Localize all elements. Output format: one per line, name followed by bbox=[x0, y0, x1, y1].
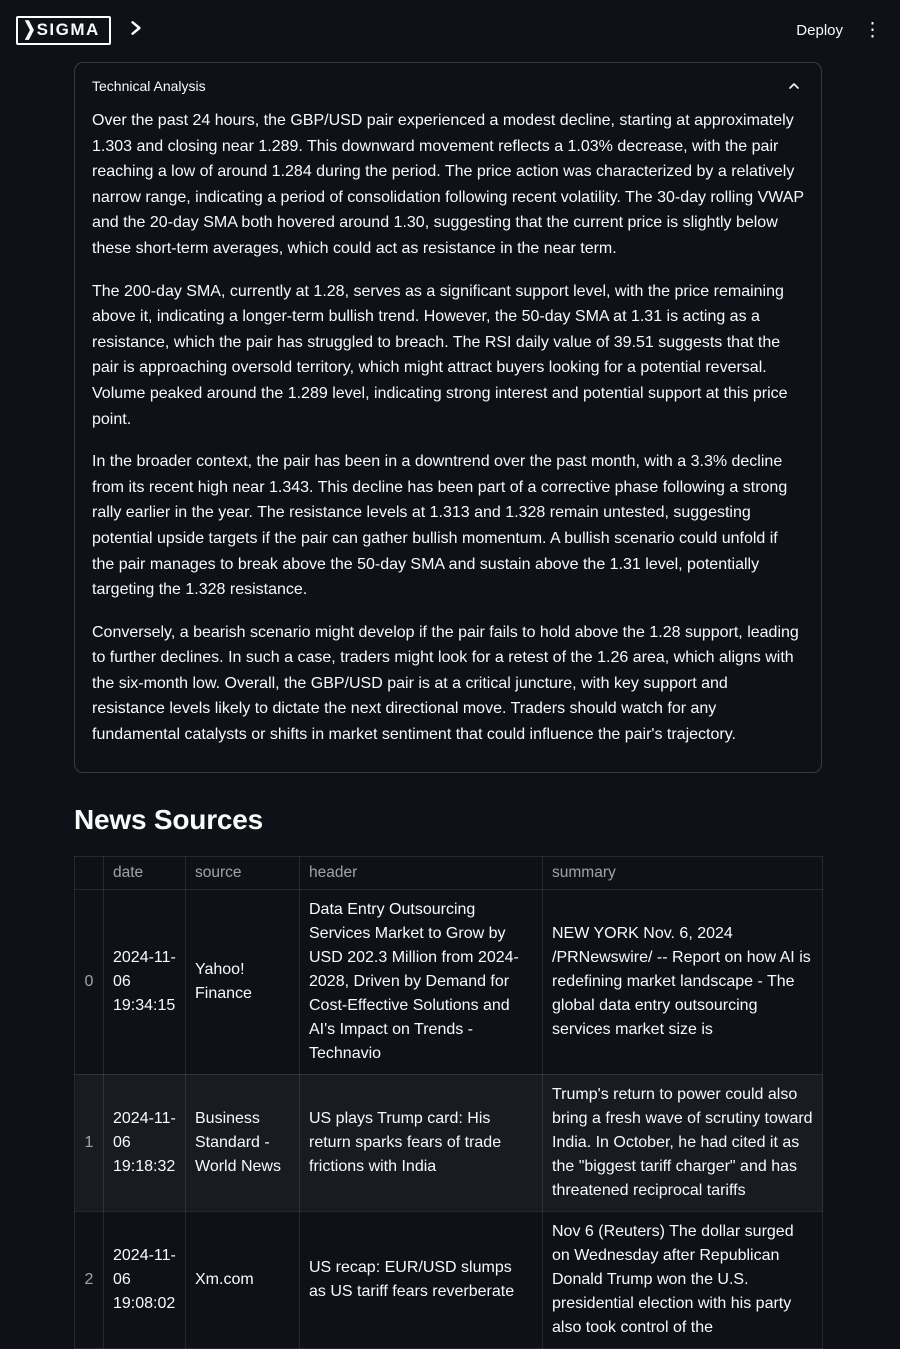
topbar-left bbox=[16, 16, 143, 45]
table-header-row bbox=[75, 856, 823, 889]
cell-header: US plays Trump card: His return sparks fears of trade frictions with India bbox=[300, 1074, 543, 1211]
sidebar-expand-button[interactable] bbox=[129, 20, 143, 40]
sigma-logo bbox=[16, 16, 111, 45]
cell-date: 2024-11-06 19:34:15 bbox=[104, 889, 186, 1074]
analysis-paragraph-4: Conversely, a bearish scenario might develop if the pair fails to hold above the 1.28 support, leading to further declines. In such a case, traders might look for a retest of the 1.26 area, which aligns with the six-month low. Overall, the GBP/USD pair is at a critical juncture, with key support and resistance levels likely to dictate the next directional move. Traders should watch for any fundamental catalysts or shifts in market sentiment that could influence the pair's trajectory. bbox=[92, 623, 799, 744]
row-index: 1 bbox=[75, 1074, 104, 1211]
table-row bbox=[75, 1211, 823, 1348]
cell-date: 2024-11-06 19:18:32 bbox=[104, 1074, 186, 1211]
expander-title: Technical Analysis bbox=[92, 78, 206, 94]
column-header-index bbox=[75, 856, 104, 889]
expander-body bbox=[75, 100, 821, 772]
cell-header: US recap: EUR/USD slumps as US tariff fears reverberate bbox=[300, 1211, 543, 1348]
topbar-right bbox=[796, 21, 882, 40]
deploy-button[interactable]: Deploy bbox=[796, 21, 843, 39]
analysis-paragraph-1: Over the past 24 hours, the GBP/USD pair experienced a modest decline, starting at approximately 1.303 and closing near 1.289. This downward movement reflects a 1.03% decrease, with the pair reaching a low of around 1.284 during the period. The price action was characterized by a relatively narrow range, indicating a period of consolidation following recent volatility. The 30-day rolling VWAP and the 20-day SMA both hovered around 1.30, suggesting that the current price is slightly below these short-term averages, which could act as resistance in the near term. bbox=[92, 112, 804, 257]
cell-date: 2024-11-06 19:08:02 bbox=[104, 1211, 186, 1348]
sigma-logo-glyph: ❯ bbox=[23, 18, 36, 41]
table-row bbox=[75, 1074, 823, 1211]
cell-source: Xm.com bbox=[186, 1211, 300, 1348]
cell-header: Data Entry Outsourcing Services Market to Grow by USD 202.3 Million from 2024-2028, Driven by Demand for Cost-Effective Solutions and AI's Impact on Trends - Technavio bbox=[300, 889, 543, 1074]
technical-analysis-expander bbox=[74, 62, 822, 773]
row-index: 2 bbox=[75, 1211, 104, 1348]
column-header-header: header bbox=[300, 856, 543, 889]
cell-source: Business Standard - World News bbox=[186, 1074, 300, 1211]
column-header-summary: summary bbox=[543, 856, 823, 889]
column-header-date: date bbox=[104, 856, 186, 889]
cell-summary: NEW YORK Nov. 6, 2024 /PRNewswire/ -- Report on how AI is redefining market landscape - The global data entry outsourcing services market size is bbox=[543, 889, 823, 1074]
analysis-paragraph-2: The 200-day SMA, currently at 1.28, serves as a significant support level, with the price remaining above it, indicating a longer-term bullish trend. However, the 50-day SMA at 1.31 is acting as a resistance, which the pair has struggled to breach. The RSI daily value of 39.51 suggests that the pair is approaching oversold territory, which might attract buyers looking for a potential reversal. Volume peaked around the 1.289 level, indicating strong interest and potential support at this price point. bbox=[92, 282, 788, 428]
chevron-right-icon bbox=[129, 20, 143, 40]
cell-summary: Trump's return to power could also bring a fresh wave of scrutiny toward India. In October, he had cited it as the "biggest tariff charger" and has threatened reciprocal tariffs bbox=[543, 1074, 823, 1211]
chevron-up-icon[interactable] bbox=[787, 79, 801, 93]
column-header-source: source bbox=[186, 856, 300, 889]
app-header bbox=[0, 0, 900, 60]
overflow-menu-icon[interactable]: ⋮ bbox=[863, 19, 882, 41]
table-row bbox=[75, 889, 823, 1074]
expander-header[interactable] bbox=[75, 63, 821, 100]
analysis-paragraph-3: In the broader context, the pair has been in a downtrend over the past month, with a 3.3% decline from its recent high near 1.343. This decline has been part of a corrective phase following a strong rally earlier in the year. The resistance levels at 1.313 and 1.328 remain untested, suggesting potential upside targets if the pair can gather bullish momentum. A bullish scenario could unfold if the pair manages to break above the 50-day SMA and sustain above the 1.31 level, potentially targeting the 1.328 resistance. bbox=[92, 453, 788, 599]
cell-source: Yahoo! Finance bbox=[186, 889, 300, 1074]
cell-summary: Nov 6 (Reuters) The dollar surged on Wednesday after Republican Donald Trump won the U.S. presidential election with his party also took control of the bbox=[543, 1211, 823, 1348]
main-content bbox=[74, 62, 822, 1349]
row-index: 0 bbox=[75, 889, 104, 1074]
news-sources-title: News Sources bbox=[74, 803, 264, 835]
sigma-logo-text: SIGMA bbox=[36, 19, 100, 39]
news-table bbox=[74, 856, 823, 1349]
